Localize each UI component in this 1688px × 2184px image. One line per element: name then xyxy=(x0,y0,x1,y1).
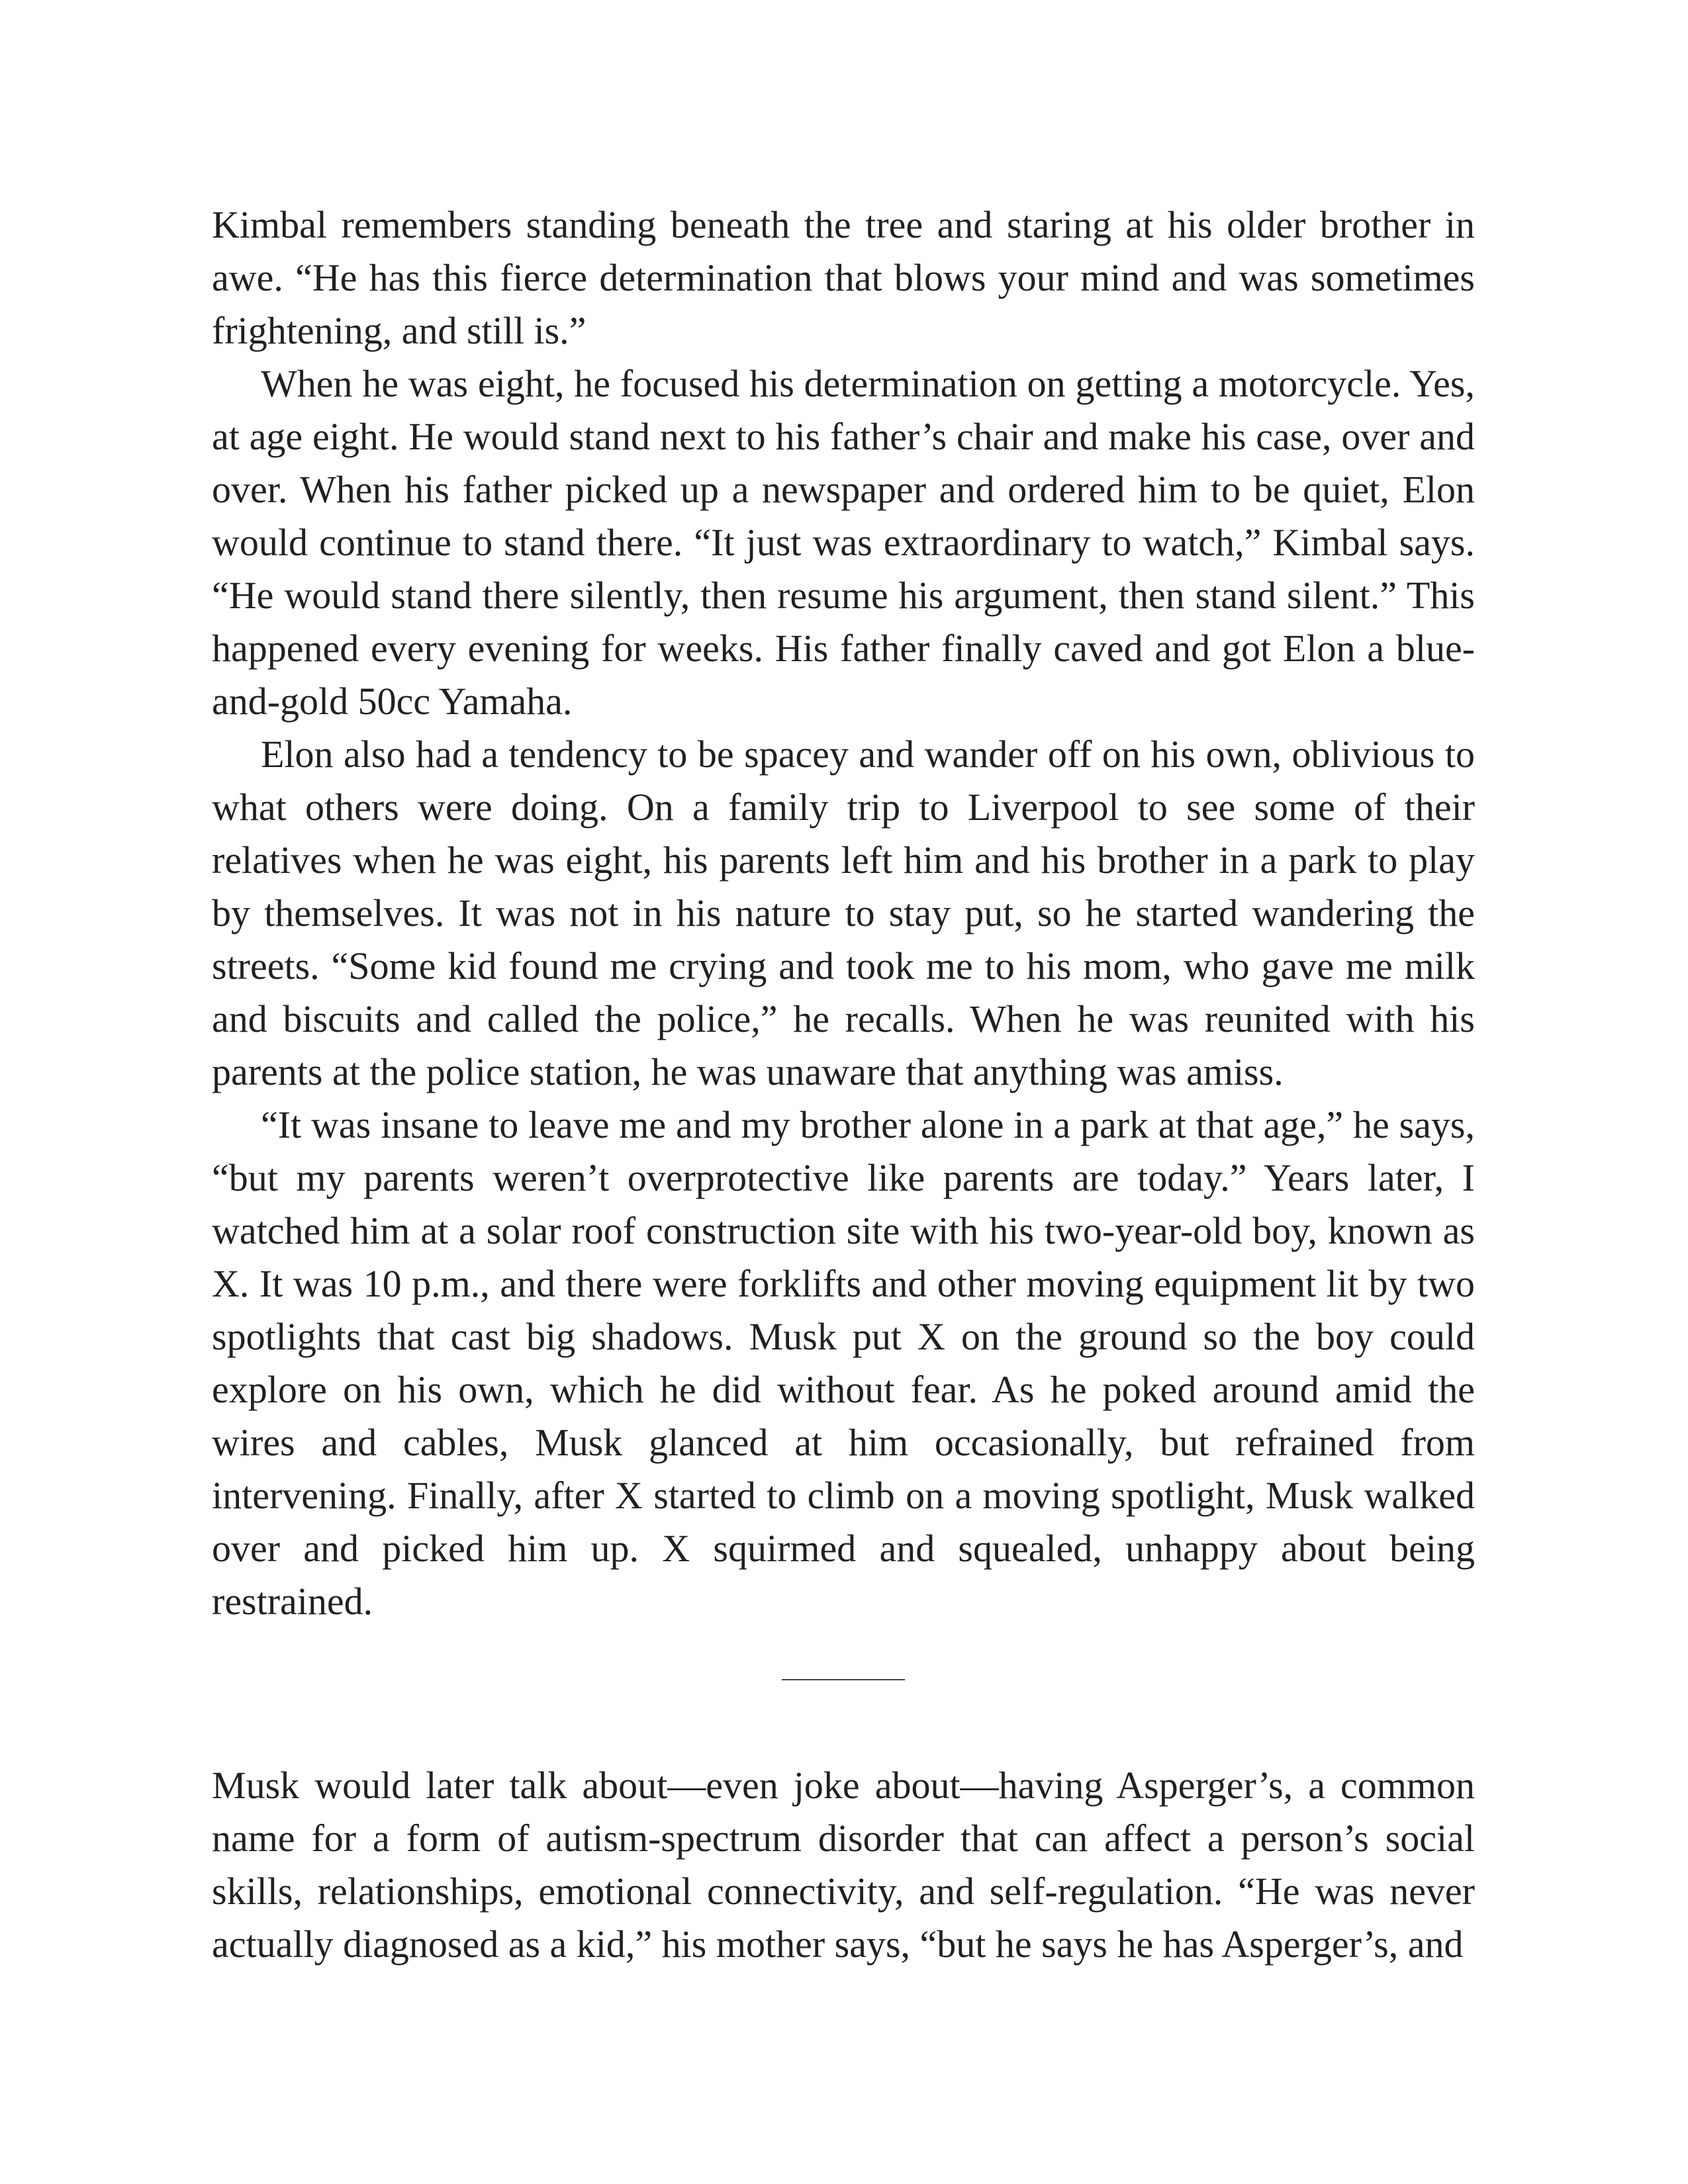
paragraph-2: When he was eight, he focused his determination on getting a motorcycle. Yes, at age eight. He would stand next to his father’s chair and make his case, over and over. When his father picked up a newspaper and ordered him to be quiet, Elon would continue to stand there. “It just was extraordinary to watch,” Kimbal says. “He would stand there silently, then resume his argument, then stand silent.” This happened every evening for weeks. His father finally caved and got Elon a blue-and-gold 50cc Yamaha. xyxy=(212,362,1475,723)
section-break-rule xyxy=(782,1679,905,1680)
book-page xyxy=(212,199,1475,1971)
section-one xyxy=(212,199,1475,1628)
paragraph-1: Kimbal remembers standing beneath the tree and staring at his older brother in awe. “He has this fierce determination that blows your mind and was sometimes frightening, and still is.” xyxy=(212,203,1475,352)
paragraph-3: Elon also had a tendency to be spacey and wander off on his own, oblivious to what others were doing. On a family trip to Liverpool to see some of their relatives when he was eight, his parents left him and his brother in a park to play by themselves. It was not in his nature to stay put, so he started wandering the streets. “Some kid found me crying and took me to his mom, who gave me milk and biscuits and called the police,” he recalls. When he was reunited with his parents at the police station, he was unaware that anything was amiss. xyxy=(212,733,1475,1093)
section-two xyxy=(212,1759,1475,1971)
paragraph-4: “It was insane to leave me and my brother alone in a park at that age,” he says, “but my parents weren’t overprotective like parents are today.” Years later, I watched him at a solar roof construction site with his two-year-old boy, known as X. It was 10 p.m., and there were forklifts and other moving equipment lit by two spotlights that cast big shadows. Musk put X on the ground so the boy could explore on his own, which he did without fear. As he poked around amid the wires and cables, Musk glanced at him occasionally, but refrained from intervening. Finally, after X started to climb on a moving spotlight, Musk walked over and picked him up. X squirmed and squealed, unhappy about being restrained. xyxy=(212,1103,1475,1623)
paragraph-5: Musk would later talk about—even joke about—having Asperger’s, a common name for a form of autism-spectrum disorder that can affect a person’s social skills, relationships, emotional connectivity, and self-regulation. “He was never actually diagnosed as a kid,” his mother says, “but he says he has Asperger’s, and xyxy=(212,1764,1475,1966)
